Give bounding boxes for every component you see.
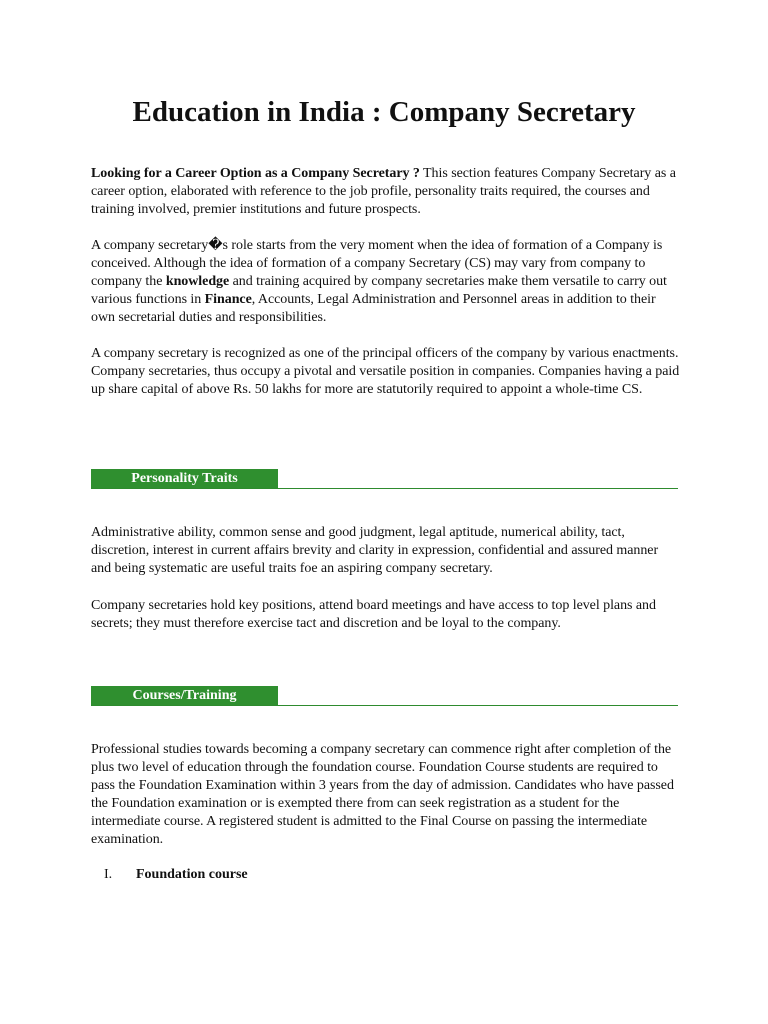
role-text-3: , Accounts, Legal Administration and Personnel areas in addition to their own secretarial duties and responsibilities. [91,292,656,325]
intro-lead: Looking for a Career Option as a Company Secretary ? [91,166,420,181]
role-text-2: and training acquired by company secretaries make them versatile to carry out various functions in [91,274,667,307]
list-item-label: Foundation course [136,867,248,882]
role-bold-knowledge: knowledge [165,274,230,289]
role-paragraph [91,237,681,327]
intro-text: This section features Company Secretary as a career option, elaborated with reference to the job profile, personality traits required, the courses and training involved, premier institutions and future prospects. [91,166,676,217]
list-item-number: I. [104,867,113,882]
traits-paragraph: Administrative ability, common sense and good judgment, legal aptitude, numerical ability, tact, discretion, interest in current affairs brevity and clarity in expression, confidential and assured manner and being systematic are useful traits foe an aspiring company secretary. [91,525,659,576]
section-header-personality-traits [91,469,678,489]
courses-paragraph: Professional studies towards becoming a company secretary can commence right after completion of the plus two level of education through the foundation course. Foundation Course students are required to pass the Foundation Examination within 3 years from the day of admission. Candidates who have passed the Foundation examination or is exempted there from can seek registration as a student for the intermediate course. A registered student is admitted to the Final Course on passing the intermediate examination. [91,742,674,847]
recognition-paragraph: A company secretary is recognized as one of the principal officers of the company by various enactments. Company secretaries, thus occupy a pivotal and versatile position in companies. Companies having a paid up share capital of above Rs. 50 lakhs for more are statutorily required to appoint a whole-time CS. [91,346,680,397]
section-heading-personality-traits: Personality Traits [91,469,278,488]
intro-paragraph [91,165,681,219]
section-header-courses-training [91,686,678,706]
section-heading-courses-training: Courses/Training [91,686,278,705]
page-title: Education in India : Company Secretary [132,96,636,128]
role-text-1: A company secretary�s role starts from the very moment when the idea of formation of a Company is conceived. Although the idea of formation of a company Secretary (CS) may vary from company to company the [91,238,663,289]
list-item [104,866,248,884]
loyalty-paragraph: Company secretaries hold key positions, attend board meetings and have access to top level plans and secrets; they must therefore exercise tact and discretion and be loyal to the company. [91,598,656,631]
role-bold-finance: Finance [204,292,252,307]
